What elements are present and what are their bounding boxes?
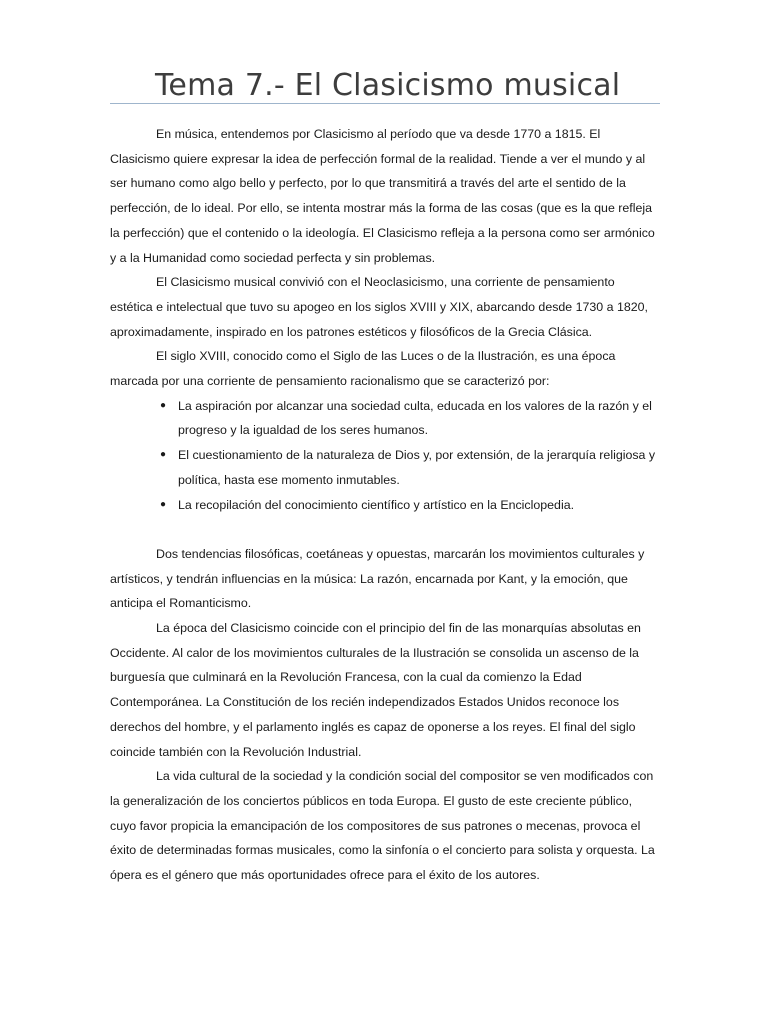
list-item-text: La recopilación del conocimiento científico y artístico en la Enciclopedia. [178,497,575,512]
paragraph-monarquias: La época del Clasicismo coincide con el principio del fin de las monarquías absolutas en Occidente. Al calor de los movimientos culturales de la Ilustración se consolida un ascenso de la burguesía que culminará en la Revolución Francesa, con la cual da comienzo la Edad Contemporánea. La Constitución de los recién independizados Estados Unidos reconoce los derechos del hombre, y el parlamento inglés es capaz de oponerse a los reyes. El final del siglo coincide también con la Revolución Industrial. [110,621,641,759]
list-item [110,394,658,443]
bullet-list [110,394,658,518]
bullet-icon: ● [159,498,167,510]
list-item [110,493,658,518]
bullet-icon: ● [159,449,167,461]
list-item-text: El cuestionamiento de la naturaleza de Dios y, por extensión, de la jerarquía religiosa y política, hasta ese momento inmutables. [178,448,656,487]
paragraph-siglo-xviii: El siglo XVIII, conocido como el Siglo de las Luces o de la Ilustración, es una época marcada por una corriente de pensamiento racionalismo que se caracterizó por: [110,349,616,389]
paragraph-clasicismo-definition: En música, entendemos por Clasicismo al período que va desde 1770 a 1815. El Clasicismo quiere expresar la idea de perfección formal de la realidad. Tiende a ver el mundo y al ser humano como algo bello y perfecto, por lo que transmitirá a través del arte el sentido de la perfección, de lo ideal. Por ello, se intenta mostrar más la forma de las cosas (que es la que refleja la perfección) que el contenido o la ideología. El Clasicismo refleja a la persona como ser armónico y a la Humanidad como sociedad perfecta y sin problemas. [110,127,655,265]
title-underline [110,103,660,104]
paragraph-vida-cultural: La vida cultural de la sociedad y la condición social del compositor se ven modificados con la generalización de los conciertos públicos en toda Europa. El gusto de este creciente público, cuyo favor propicia la emancipación de los compositores de sus patrones o mecenas, provoca el éxito de determinadas formas musicales, como la sinfonía o el concierto para solista y orquesta. La ópera es el género que más oportunidades ofrece para el éxito de los autores. [110,769,655,883]
list-item-text: La aspiración por alcanzar una sociedad culta, educada en los valores de la razón y el progreso y la igualdad de los seres humanos. [178,398,652,438]
paragraph-neoclasicismo: El Clasicismo musical convivió con el Neoclasicismo, una corriente de pensamiento estética e intelectual que tuvo su apogeo en los siglos XVIII y XIX, abarcando desde 1730 a 1820, aproximadamente, inspirado en los patrones estéticos y filosóficos de la Grecia Clásica. [110,275,648,339]
document-title: Tema 7.- El Clasicismo musical [155,68,621,103]
bullet-icon: ● [159,399,167,411]
paragraph-tendencias: Dos tendencias filosóficas, coetáneas y opuestas, marcarán los movimientos culturales y artísticos, y tendrán influencias en la música: La razón, encarnada por Kant, y la emoción, que anticipa el Romanticismo. [110,546,645,611]
list-item [110,443,658,492]
document-body [110,122,658,888]
